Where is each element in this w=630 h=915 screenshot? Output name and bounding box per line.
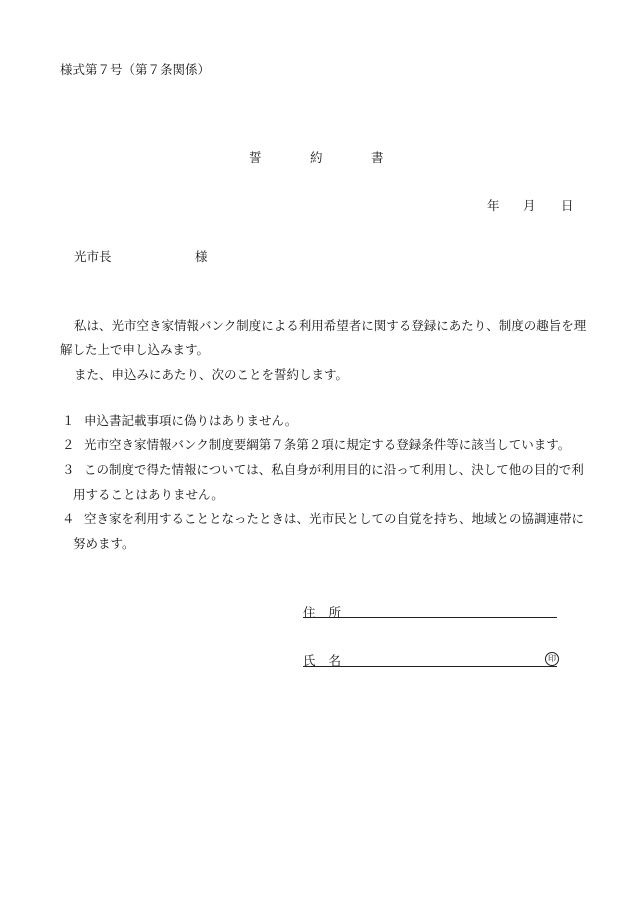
address-label-char-2: 所	[328, 605, 342, 620]
pledge-item-text: 申込書記載事項に偽りはありません。	[84, 413, 298, 428]
address-field-line[interactable]	[303, 617, 557, 618]
pledge-item-text: 空き家を利用することとなったときは、光市民としての自覚を持ち、地域との協調連帯に	[84, 511, 585, 526]
pledge-item-4-continuation: 努めます。	[73, 536, 135, 551]
pledge-item-number: ２	[62, 437, 75, 452]
body-line-2: 解した上で申し込みます。	[60, 342, 210, 357]
pledge-item-number: ３	[62, 462, 75, 477]
address-label	[303, 603, 341, 621]
pledge-item-3	[62, 460, 584, 478]
form-number-label: 様式第７号（第７条関係）	[60, 62, 211, 77]
title-char-1: 誓	[249, 150, 262, 165]
body-line-1: 私は、光市空き家情報バンク制度による利用希望者に関する登録にあたり、制度の趣旨を理	[74, 318, 587, 333]
pledge-item-text: この制度で得た情報については、私自身が利用目的に沿って利用し、決して他の目的で利	[84, 462, 584, 477]
name-field-line[interactable]	[303, 666, 557, 667]
pledge-item-number: １	[62, 413, 75, 428]
pledge-item-1	[62, 411, 297, 429]
title-char-3: 書	[371, 150, 384, 165]
seal-mark: 印	[545, 652, 559, 666]
addressee-name: 光市長	[74, 249, 112, 264]
pledge-item-3-continuation: 用することはありません。	[73, 487, 224, 502]
date-year-label: 年	[487, 198, 500, 213]
pledge-item-number: ４	[62, 511, 75, 526]
title-char-2: 約	[310, 150, 323, 165]
pledge-item-2	[62, 435, 570, 453]
pledge-item-4	[62, 509, 584, 527]
date-month-label: 月	[523, 198, 536, 213]
body-line-3: また、申込みにあたり、次のことを誓約します。	[74, 367, 349, 382]
pledge-item-text: 光市空き家情報バンク制度要綱第７条第２項に規定する登録条件等に該当しています。	[84, 437, 571, 452]
address-label-char-1: 住	[303, 605, 316, 620]
name-label-char-1: 氏	[303, 653, 316, 668]
addressee-honorific: 様	[195, 249, 208, 264]
date-day-label: 日	[561, 198, 574, 213]
name-label-char-2: 名	[328, 653, 342, 668]
